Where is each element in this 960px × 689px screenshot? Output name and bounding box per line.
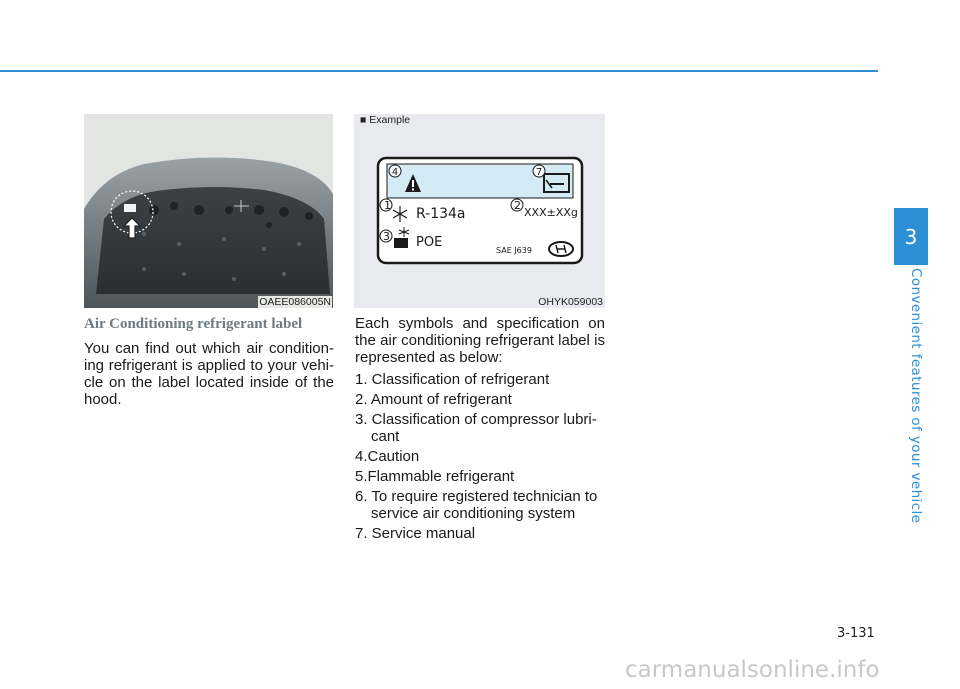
hood-photo xyxy=(84,114,333,308)
list-item: 4.Caution xyxy=(355,448,420,465)
list-item: 6. To require registered technician to service air conditioning system xyxy=(355,488,598,522)
lubricant-type: POE xyxy=(416,235,443,250)
callout-3: 3 xyxy=(383,230,390,243)
refrigerant-amount: XXX±XXg xyxy=(524,206,578,219)
list-item: 3. Classification of compressor lubri-cant xyxy=(355,411,597,445)
callout-7: 7 xyxy=(535,167,543,178)
explain-paragraph: Each symbols and specification on the air conditioning refrigerant label is represented as below: xyxy=(355,315,605,366)
figure2-title: ■ Example xyxy=(360,114,411,126)
chapter-number: 3 xyxy=(904,224,918,249)
page-number: 3-131 xyxy=(837,626,875,641)
figure2-caption: OHYK059003 xyxy=(538,296,603,308)
chapter-number-tab xyxy=(894,208,928,265)
header-rule xyxy=(0,70,878,72)
refrigerant-type: R-134a xyxy=(416,206,466,222)
list-item: 7. Service manual xyxy=(355,525,476,542)
chapter-title: Convenient features of your vehicle xyxy=(908,268,924,524)
callout-2: 2 xyxy=(514,199,521,212)
watermark: carmanualsonline.info xyxy=(625,657,880,683)
callout-1: 1 xyxy=(384,199,391,212)
symbol-list xyxy=(355,371,607,545)
sae-standard: SAE J639 xyxy=(496,246,532,255)
list-item: 1. Classification of refrigerant xyxy=(355,371,550,388)
figure1-caption: OAEE086005N xyxy=(259,296,331,308)
hood-underside-image xyxy=(84,114,333,308)
intro-paragraph: You can find out which air condition-ing refrigerant is applied to your vehi-cle on the label located inside of the hood. xyxy=(84,340,334,408)
section-heading: Air Conditioning refrigerant label xyxy=(84,316,303,332)
refrigerant-label-illustration xyxy=(354,114,605,308)
list-item: 5.Flammable refrigerant xyxy=(355,468,515,485)
refrigerant-label-figure xyxy=(354,114,605,308)
list-item: 2. Amount of refrigerant xyxy=(355,391,512,408)
callout-4: 4 xyxy=(391,167,399,178)
